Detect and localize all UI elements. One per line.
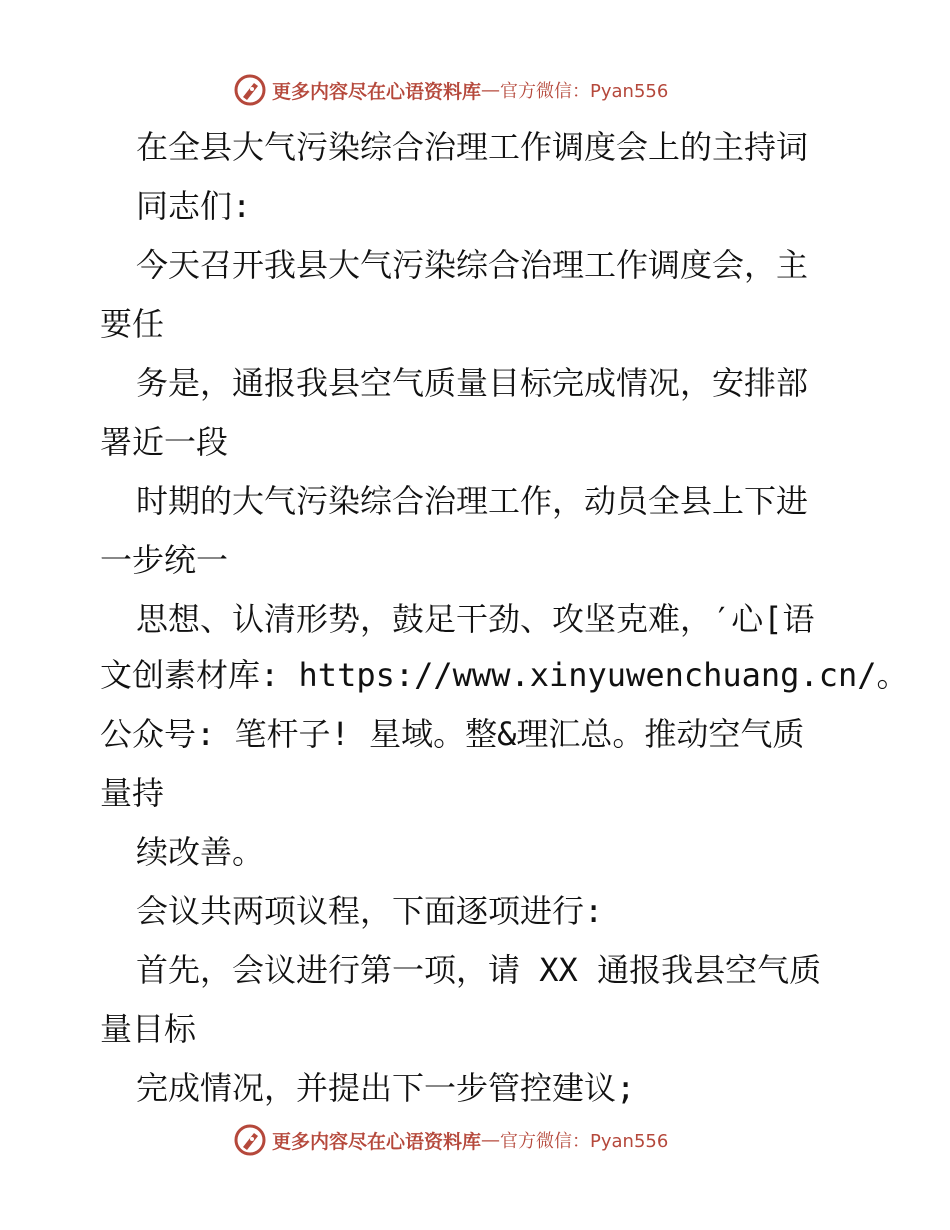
paragraph-line: 要任 — [100, 305, 165, 343]
pen-nib-logo-icon — [234, 74, 266, 106]
paragraph-line: 思想、认清形势，鼓足干劲、攻坚克难，′心[语 — [136, 600, 815, 638]
paragraph-line: 今天召开我县大气污染综合治理工作调度会，主 — [136, 246, 809, 284]
paragraph-line: 完成情况，并提出下一步管控建议; — [136, 1069, 636, 1107]
header-watermark-banner — [234, 72, 668, 108]
paragraph-line: 一步统一 — [100, 541, 229, 579]
watermark-separator: — — [481, 1129, 501, 1151]
footer-watermark-banner — [234, 1122, 668, 1158]
document-title: 在全县大气污染综合治理工作调度会上的主持词 — [136, 128, 809, 166]
paragraph-line: 署近一段 — [100, 423, 229, 461]
paragraph-line: 文创素材库: https://www.xinyuwenchuang.cn/。 — [100, 656, 909, 694]
watermark-separator: — — [481, 79, 501, 101]
watermark-text: 更多内容尽在心语资料库 — [272, 80, 482, 103]
paragraph-line: 续改善。 — [136, 833, 265, 871]
paragraph-line: 务是，通报我县空气质量目标完成情况，安排部 — [136, 364, 809, 402]
paragraph-line: 量持 — [100, 774, 165, 812]
paragraph-line: 时期的大气污染综合治理工作，动员全县上下进 — [136, 482, 809, 520]
salutation-line: 同志们: — [136, 187, 252, 225]
pen-nib-logo-icon — [234, 1124, 266, 1156]
paragraph-line: 首先，会议进行第一项，请 XX 通报我县空气质 — [136, 951, 822, 989]
watermark-contact: 官方微信：Pyan556 — [500, 81, 669, 102]
paragraph-line: 公众号: 笔杆子! 星域。整&理汇总。推动空气质 — [100, 715, 805, 753]
paragraph-line: 会议共两项议程，下面逐项进行: — [136, 892, 604, 930]
paragraph-line: 量目标 — [100, 1010, 197, 1048]
watermark-text: 更多内容尽在心语资料库 — [272, 1130, 482, 1153]
watermark-contact: 官方微信：Pyan556 — [500, 1131, 669, 1152]
